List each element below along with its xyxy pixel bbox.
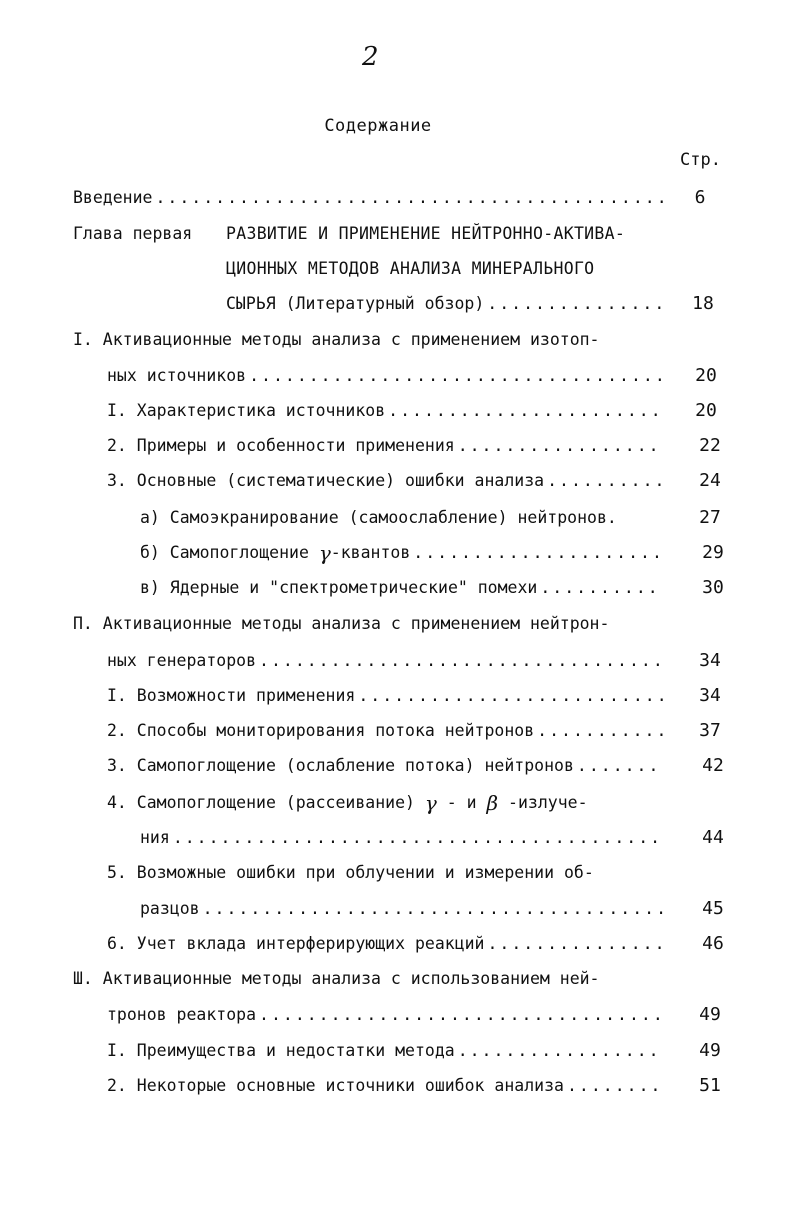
- toc-page: 46: [702, 933, 724, 954]
- toc-entry-text: ЦИОННЫХ МЕТОДОВ АНАЛИЗА МИНЕРАЛЬНОГО: [226, 259, 595, 278]
- toc-entry: [107, 751, 663, 781]
- toc-entry-text: -квантов: [330, 543, 411, 562]
- toc-entry-text: а) Самоэкранирование (самоослабление) нейтронов.: [140, 508, 617, 527]
- toc-title: Содержание: [324, 116, 432, 136]
- toc-entry: [107, 466, 663, 496]
- toc-entry-text: 3. Самопоглощение (ослабление потока) нейтронов: [107, 756, 574, 775]
- toc-page: 49: [699, 1004, 721, 1025]
- toc-page: 27: [699, 507, 721, 528]
- leader-dots: [458, 1036, 663, 1066]
- gamma-symbol: γ: [318, 541, 331, 565]
- toc-entry-text: I. Преимущества и недостатки метода: [107, 1041, 455, 1060]
- toc-entry-text: ных генераторов: [107, 651, 257, 670]
- toc-entry-text: РАЗВИТИЕ И ПРИМЕНЕНИЕ НЕЙТРОННО-АКТИВА-: [226, 224, 626, 243]
- toc-entry-text: Введение: [73, 188, 153, 207]
- toc-entry-cont: [107, 646, 663, 676]
- toc-entry-cont: [107, 1000, 663, 1030]
- toc-page: 22: [699, 435, 721, 456]
- page-column-header: Стр.: [680, 150, 721, 170]
- toc-page: 34: [699, 650, 721, 671]
- page-number: 2: [362, 42, 379, 72]
- toc-entry-text: I. Характеристика источников: [107, 401, 386, 420]
- toc-entry-text: 2. Способы мониторирования потока нейтронов: [107, 721, 535, 740]
- toc-page: 45: [702, 898, 724, 919]
- toc-entry-cont: [107, 361, 663, 391]
- toc-page: 29: [702, 542, 724, 563]
- toc-entry: [107, 1071, 663, 1101]
- toc-entry-text: -излуче-: [508, 793, 588, 812]
- toc-page: 18: [692, 293, 714, 314]
- toc-entry-text: в) Ядерные и "спектрометрические" помехи: [140, 578, 538, 597]
- toc-entry-text: СЫРЬЯ (Литературный обзор): [226, 294, 485, 313]
- gamma-symbol: γ: [424, 791, 437, 815]
- leader-dots: [249, 361, 663, 391]
- toc-entry-text: 2. Примеры и особенности применения: [107, 436, 455, 455]
- leader-dots: [388, 396, 663, 426]
- toc-entry: [73, 183, 663, 213]
- toc-page: 30: [702, 577, 724, 598]
- leader-dots: [173, 823, 663, 853]
- toc-entry-cont: [226, 254, 666, 284]
- toc-page: 44: [702, 827, 724, 848]
- toc-entry-text: I. Возможности применения: [107, 686, 356, 705]
- toc-section: [73, 325, 673, 355]
- toc-entry-text: ных источников: [107, 366, 247, 385]
- leader-dots: [155, 183, 663, 213]
- toc-entry-cont: [140, 823, 663, 853]
- leader-dots: [458, 431, 663, 461]
- leader-dots: [259, 1000, 663, 1030]
- toc-entry-text: 4. Самопоглощение (рассеивание): [107, 793, 415, 812]
- toc-entry-cont: [226, 289, 663, 319]
- toc-entry: [226, 219, 666, 249]
- toc-entry: [107, 858, 667, 888]
- toc-entry-text: П. Активационные методы анализа с применением нейтрон-: [73, 614, 610, 633]
- toc-page: 34: [699, 685, 721, 706]
- toc-entry-text: I. Активационные методы анализа с применением изотоп-: [73, 330, 600, 349]
- toc-entry: [107, 431, 663, 461]
- toc-page: 20: [695, 365, 717, 386]
- toc-chapter-prefix: [73, 219, 218, 249]
- toc-entry-text: - и: [446, 793, 477, 812]
- toc-section: [73, 609, 673, 639]
- toc-entry: [107, 788, 667, 818]
- leader-dots: [577, 751, 663, 781]
- toc-entry: [107, 396, 663, 426]
- leader-dots: [547, 466, 663, 496]
- toc-entry: [107, 1036, 663, 1066]
- toc-page: 51: [699, 1075, 721, 1096]
- leader-dots: [487, 289, 663, 319]
- leader-dots: [567, 1071, 663, 1101]
- beta-symbol: β: [486, 791, 499, 815]
- toc-entry: [140, 573, 663, 603]
- toc-entry-cont: [140, 894, 663, 924]
- toc-entry-text: 3. Основные (систематические) ошибки анализа: [107, 471, 545, 490]
- toc-page: 24: [699, 470, 721, 491]
- toc-entry: [107, 716, 663, 746]
- toc-section: [73, 964, 673, 994]
- toc-entry: [140, 538, 663, 568]
- toc-entry-text: 5. Возможные ошибки при облучении и измерении об-: [107, 863, 594, 882]
- leader-dots: [203, 894, 663, 924]
- leader-dots: [413, 538, 663, 568]
- toc-entry: [107, 929, 663, 959]
- toc-chapter-label: Глава первая: [73, 224, 193, 243]
- leader-dots: [537, 716, 663, 746]
- toc-entry-text: 2. Некоторые основные источники ошибок анализа: [107, 1076, 564, 1095]
- toc-page: 42: [702, 755, 724, 776]
- leader-dots: [488, 929, 664, 959]
- toc-page: 20: [695, 400, 717, 421]
- toc-page: 49: [699, 1040, 721, 1061]
- toc-entry-text: Ш. Активационные методы анализа с использованием ней-: [73, 969, 600, 988]
- toc-page: 6: [694, 187, 706, 208]
- toc-page: 37: [699, 720, 721, 741]
- leader-dots: [540, 573, 663, 603]
- toc-entry-text: 6. Учет вклада интерферирующих реакций: [107, 934, 485, 953]
- toc-entry: [107, 681, 663, 711]
- toc-entry: [140, 503, 665, 533]
- leader-dots: [259, 646, 663, 676]
- leader-dots: [358, 681, 663, 711]
- toc-entry-text: тронов реактора: [107, 1005, 257, 1024]
- toc-entry-text: ния: [140, 828, 170, 847]
- toc-entry-text: б) Самопоглощение: [140, 543, 309, 562]
- toc-entry-text: разцов: [140, 899, 200, 918]
